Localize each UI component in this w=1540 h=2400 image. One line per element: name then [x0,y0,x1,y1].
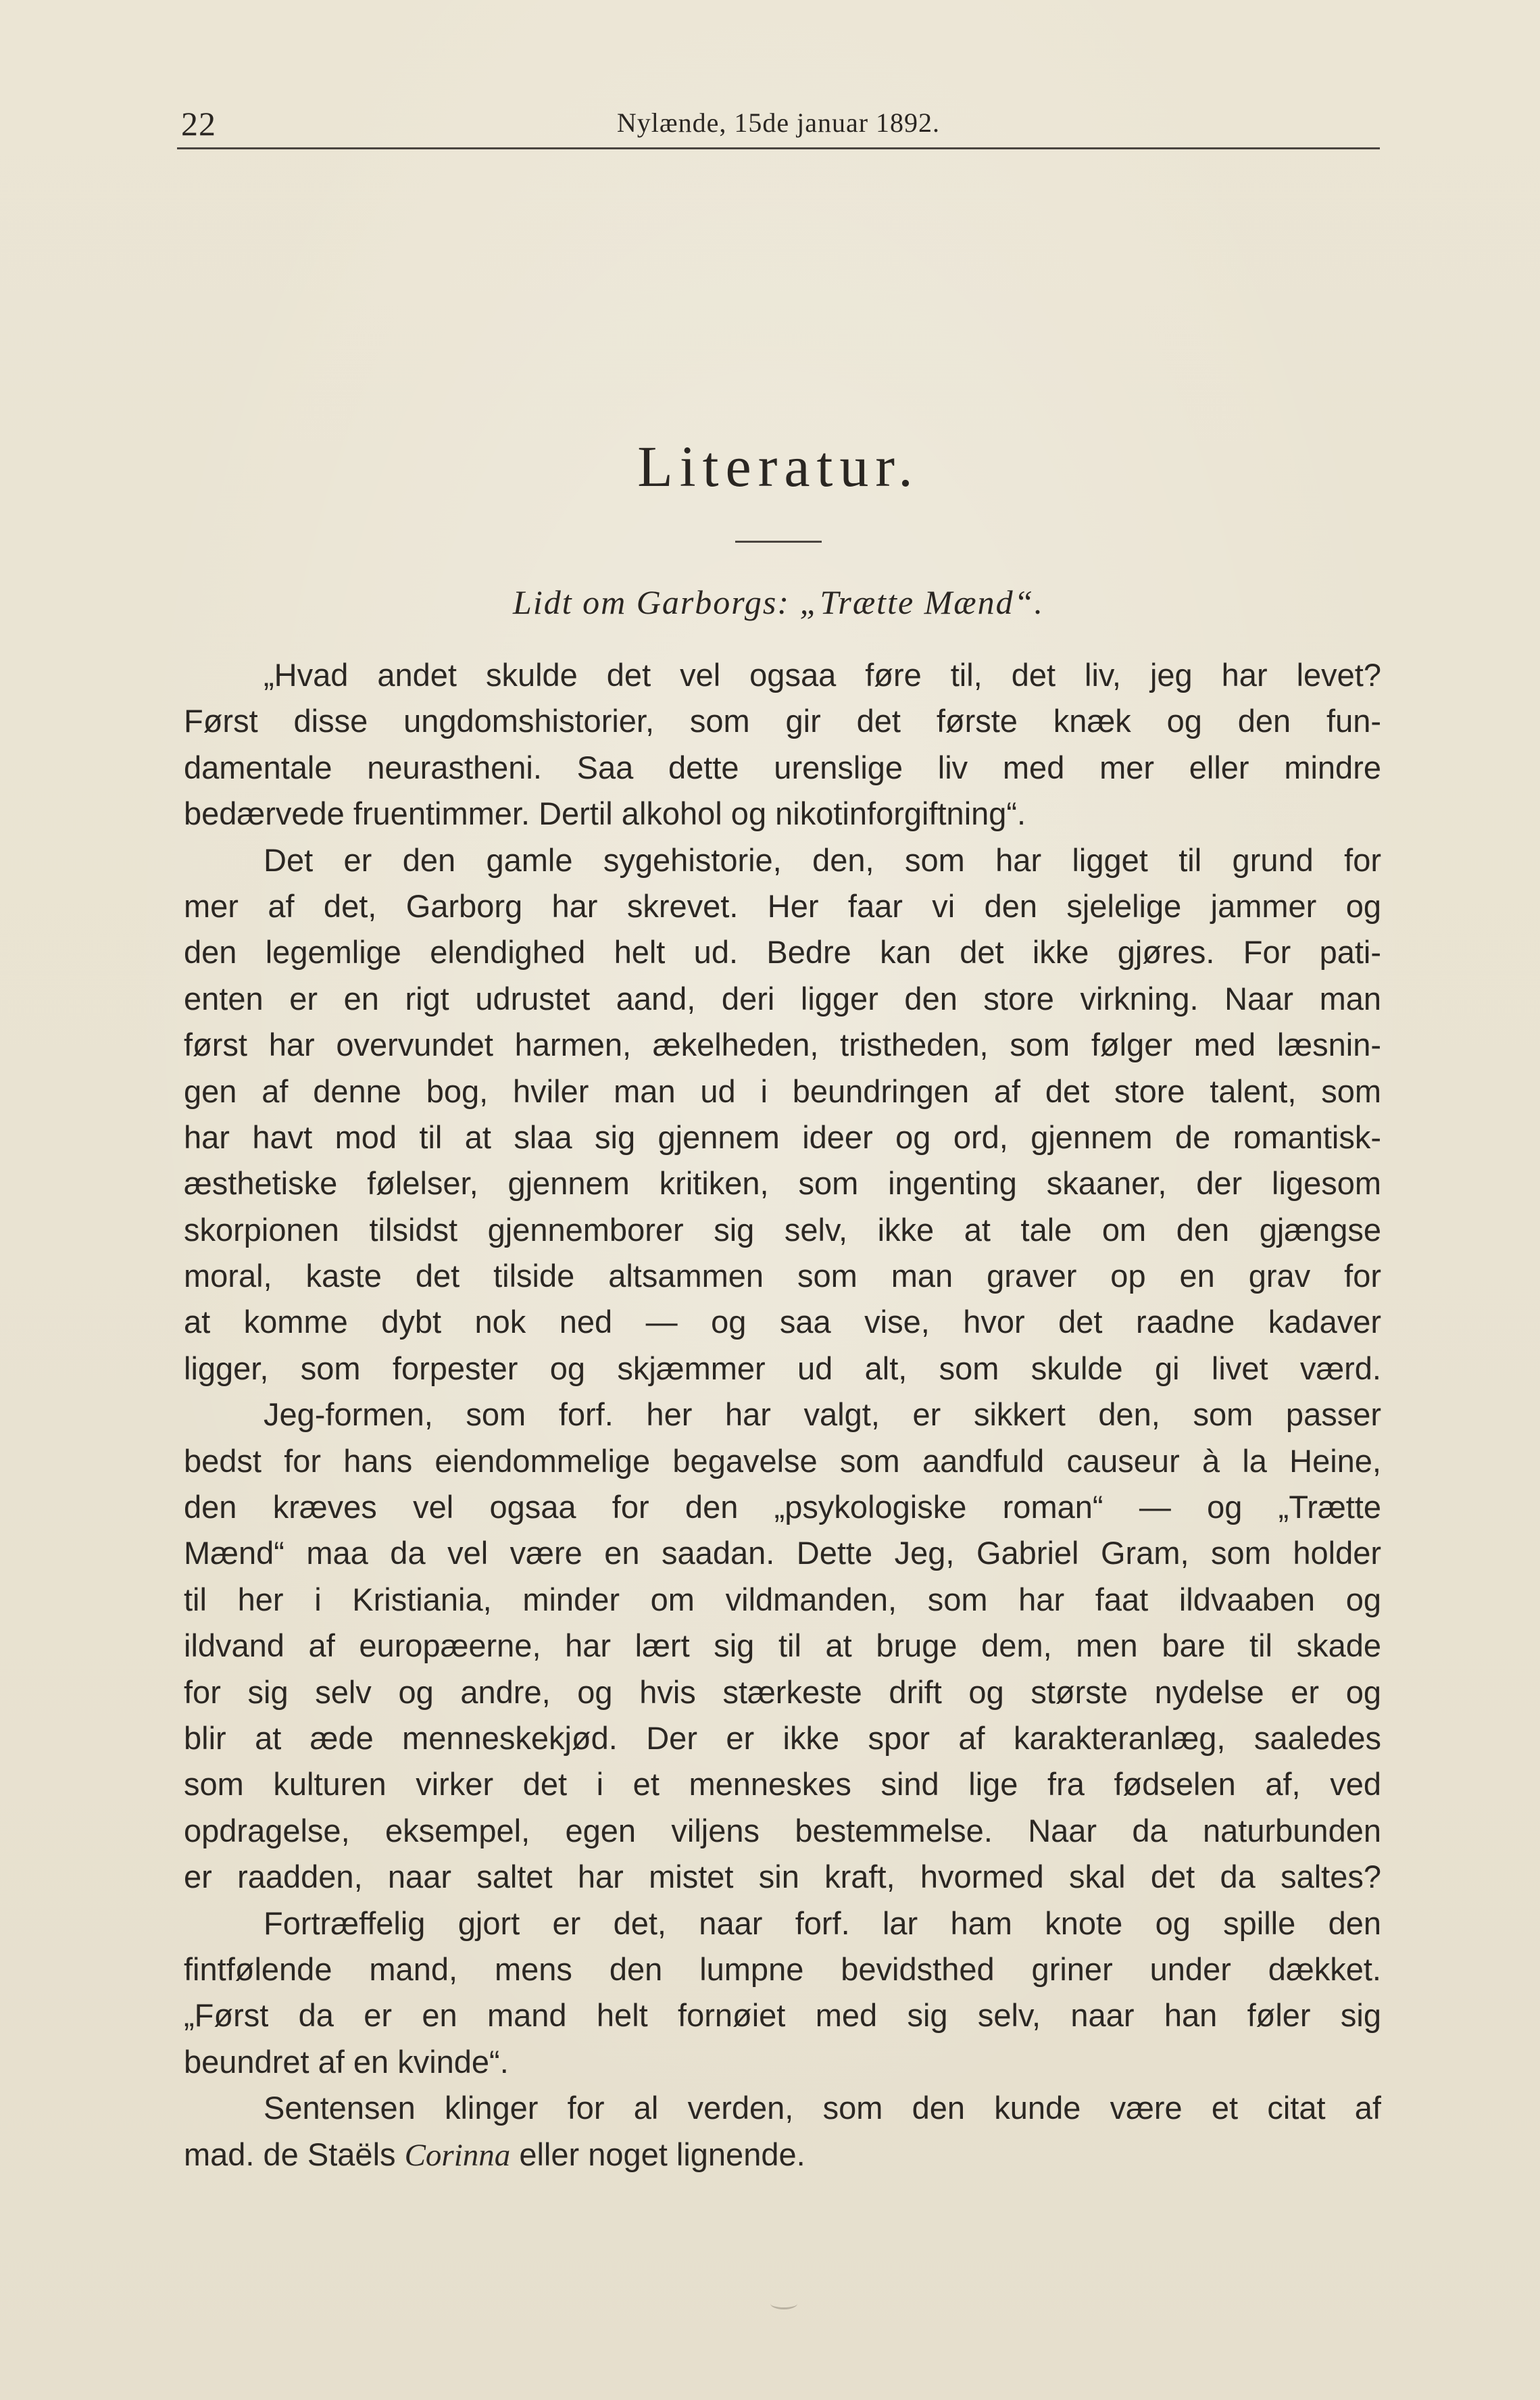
text-line: Jeg-formen, som forf. her har valgt, er sikkert den, som passer [264,1396,1381,1433]
text-line: gen af denne bog, hviler man ud i beundringen af det store talent, som [184,1073,1381,1109]
page-header [177,100,1380,149]
text-run: mad. de Staëls [184,2136,396,2172]
text-line: er raadden, naar saltet har mistet sin kraft, hvormed skal det da saltes? [184,1859,1381,1895]
text-line: „Først da er en mand helt fornøiet med sig selv, naar han føler sig [184,1997,1381,2034]
text-line [184,2132,1381,2178]
text-line: Det er den gamle sygehistorie, den, som har ligget til grund for [264,841,1381,878]
text-line: Først disse ungdomshistorier, som gir det første knæk og den fun- [184,703,1381,739]
article-subtitle: Lidt om Garborgs: „Trætte Mænd“. [513,583,1044,621]
text-line: blir at æde menneskekjød. Der er ikke spor af karakteranlæg, saaledes [184,1719,1381,1756]
text-run: eller noget lignende. [519,2136,805,2172]
text-line: beundret af en kvinde“. [184,2043,509,2080]
text-line: bedst for hans eiendommelige begavelse som aandfuld causeur à la Heine, [184,1442,1381,1479]
text-line: den kræves vel ogsaa for den „psykologiske roman“ — og „Trætte [184,1489,1381,1525]
text-line: for sig selv og andre, og hvis stærkeste drift og største nydelse er og [184,1673,1381,1710]
text-line: Fortræffelig gjort er det, naar forf. lar ham knote og spille den [264,1905,1381,1941]
paper-mark [770,2298,797,2309]
text-line: damentale neurastheni. Saa dette urenslige liv med mer eller mindre [184,749,1381,785]
text-line: enten er en rigt udrustet aand, deri ligger den store virkning. Naar man [184,980,1381,1017]
text-line: Mænd“ maa da vel være en saadan. Dette Jeg, Gabriel Gram, som holder [184,1535,1381,1571]
text-line: skorpionen tilsidst gjennemborer sig selv, ikke at tale om den gjængse [184,1211,1381,1248]
text-line: ligger, som forpester og skjæmmer ud alt, som skulde gi livet værd. [184,1350,1381,1386]
page-number: 22 [181,105,216,143]
text-line: mer af det, Garborg har skrevet. Her faar vi den sjelelige jammer og [184,887,1381,924]
text-line: først har overvundet harmen, ækelheden, tristheden, som følger med læsnin- [184,1027,1381,1063]
text-line: Sentensen klinger for al verden, som den kunde være et citat af [264,2090,1381,2126]
text-line: moral, kaste det tilside altsammen som man graver op en grav for [184,1258,1381,1294]
text-line: fintfølende mand, mens den lumpne bevidsthed griner under dækket. [184,1951,1381,1987]
italic-title: Corinna [404,2137,511,2173]
title-rule [735,541,822,543]
text-line: den legemlige elendighed helt ud. Bedre kan det ikke gjøres. For pati- [184,934,1381,971]
running-head: Nylænde, 15de januar 1892. [616,107,941,138]
text-line: „Hvad andet skulde det vel ogsaa føre til, det liv, jeg har levet? [264,657,1381,693]
text-line: bedærvede fruentimmer. Dertil alkohol og nikotinforgiftning“. [184,795,1026,832]
text-line: har havt mod til at slaa sig gjennem ideer og ord, gjennem de romantisk- [184,1119,1381,1155]
text-line: æsthetiske følelser, gjennem kritiken, som ingenting skaaner, der ligesom [184,1165,1381,1202]
text-line: at komme dybt nok ned — og saa vise, hvor det raadne kadaver [184,1304,1381,1340]
text-line: som kulturen virker det i et menneskes sind lige fra fødselen af, ved [184,1766,1381,1803]
article-body [184,652,1381,2178]
text-line: opdragelse, eksempel, egen viljens bestemmelse. Naar da naturbunden [184,1812,1381,1848]
section-title: Literatur. [637,434,920,499]
text-line: ildvand af europæerne, har lært sig til at bruge dem, men bare til skade [184,1627,1381,1664]
text-line: til her i Kristiania, minder om vildmanden, som har faat ildvaaben og [184,1581,1381,1617]
